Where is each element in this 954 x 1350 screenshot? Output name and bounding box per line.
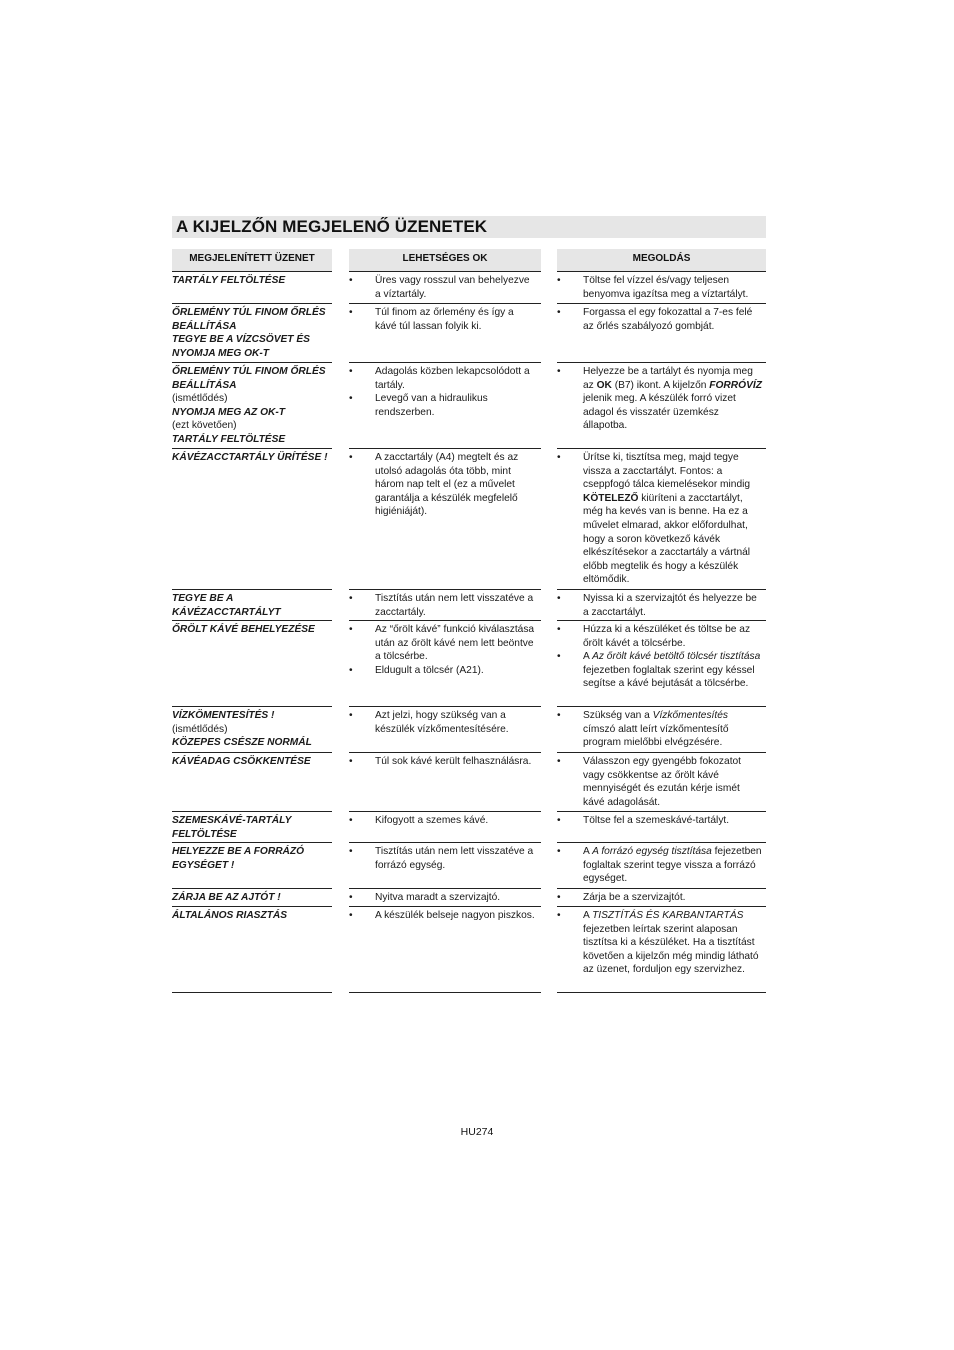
display-message: NYOMJA MEG AZ OK-T (172, 406, 286, 418)
message-cell (172, 305, 332, 360)
cause-text: Kifogyott a szemes kávé. (375, 815, 489, 826)
cause-item (349, 891, 537, 905)
solution-item (557, 365, 762, 433)
row-divider (172, 888, 332, 889)
row-divider (349, 303, 541, 304)
row-divider (349, 362, 541, 363)
bullet-icon: • (557, 366, 561, 377)
message-cell (172, 591, 332, 619)
solution-cell (557, 754, 762, 809)
row-divider (172, 992, 332, 993)
text-run: OK (596, 379, 612, 391)
cause-cell (349, 844, 537, 872)
solution-item (557, 650, 762, 691)
cause-cell (349, 364, 537, 419)
display-message: VÍZKÖMENTESÍTÉS ! (172, 710, 275, 721)
solution-item (557, 451, 762, 587)
bullet-icon: • (557, 756, 561, 767)
text-run: (B7) ikont. A kijelzőn (611, 379, 710, 391)
display-message: ÁLTALÁNOS RIASZTÁS (172, 910, 288, 921)
bullet-icon: • (349, 366, 353, 377)
text-run: KÖTELEZŐ (583, 492, 639, 504)
solution-cell (557, 708, 762, 750)
row-divider (557, 303, 766, 304)
solution-cell (557, 844, 762, 886)
message-cell (172, 844, 332, 872)
display-message: ŐRÖLT KÁVÉ BEHELYEZÉSE (172, 624, 315, 635)
message-cell (172, 622, 332, 637)
text-run: fejezetben leírtak szerint alaposan tisztítsa ki a készüléket. Ha a tisztítást követően a kijelzőn még mindig látható az üzenet, forduljon egy szervizhez. (583, 923, 759, 976)
solution-item (557, 592, 762, 619)
text-run: jelenik meg. A készülék forró vizet adagol és visszatér üzemkész állapotba. (583, 393, 736, 432)
section-title: A KIJELZŐN MEGJELENŐ ÜZENETEK (176, 217, 488, 236)
row-divider (172, 842, 332, 843)
message-note: (ismétlődés) (172, 723, 228, 735)
display-message: TEGYE BE A KÁVÉZACCTARTÁLYT (172, 593, 281, 618)
cause-item (349, 814, 537, 828)
text-run: Töltse fel a szemeskávé-tartályt. (583, 815, 730, 826)
bullet-icon: • (557, 892, 561, 903)
display-message: TARTÁLY FELTÖLTÉSE (172, 275, 286, 286)
text-run: Szükség van a (583, 710, 653, 721)
text-run: kiüríteni a zacctartályt, még ha kevés van is benne. Ha ez a művelet elmarad, akkor előfordulhat, hogy a soron következő kávék elkészítésekor a zacctartály a vártnál előbb megtelik és hogy a készülék eltömődik. (583, 492, 751, 586)
text-run: A forrázó egység tisztítása (592, 846, 712, 857)
bullet-icon: • (349, 846, 353, 857)
row-divider (349, 811, 541, 812)
bullet-icon: • (557, 452, 561, 463)
message-cell (172, 364, 332, 447)
row-divider (172, 620, 332, 621)
display-message: SZEMESKÁVÉ-TARTÁLY FELTÖLTÉSE (172, 815, 292, 840)
section-title-bar (172, 216, 766, 238)
message-cell (172, 890, 332, 905)
cause-text: Tisztítás után nem lett visszatéve a forrázó egység. (375, 846, 534, 871)
cause-cell (349, 591, 537, 619)
cause-text: Az “őrölt kávé” funkció kiválasztása után az őrölt kávé nem lett beöntve a tölcsérbe. (375, 624, 535, 663)
row-divider (172, 362, 332, 363)
row-divider (557, 906, 766, 907)
bullet-icon: • (557, 710, 561, 721)
row-divider (557, 706, 766, 707)
row-divider (172, 271, 332, 272)
bullet-icon: • (349, 910, 353, 921)
message-cell (172, 450, 332, 465)
row-divider (557, 842, 766, 843)
row-divider (557, 271, 766, 272)
cause-item (349, 845, 537, 872)
cause-item (349, 392, 537, 419)
solution-item (557, 891, 762, 905)
cause-text: Eldugult a tölcsér (A21). (375, 664, 484, 676)
solution-item (557, 274, 762, 301)
cause-text: Adagolás közben lekapcsolódott a tartály. (375, 366, 530, 391)
cause-item (349, 664, 537, 678)
solution-cell (557, 622, 762, 691)
text-run: Töltse fel vízzel és/vagy teljesen benyomva igazítsa meg a víztartályt. (583, 275, 749, 300)
message-cell (172, 708, 332, 750)
message-cell (172, 908, 332, 923)
row-divider (557, 811, 766, 812)
display-message: KÁVÉADAG CSÖKKENTÉSE (172, 756, 311, 767)
row-divider (349, 706, 541, 707)
bullet-icon: • (349, 756, 353, 767)
solution-item (557, 306, 762, 333)
text-run: Forgassa el egy fokozattal a 7-es felé az őrlés szabályozó gombját. (583, 307, 753, 332)
row-divider (557, 448, 766, 449)
cause-item (349, 623, 537, 664)
text-run: Vízkőmentesítés (652, 710, 728, 721)
bullet-icon: • (557, 275, 561, 286)
display-message: TARTÁLY FELTÖLTÉSE (172, 433, 286, 445)
cause-text: Tisztítás után nem lett visszatéve a zacctartály. (375, 593, 534, 618)
solution-cell (557, 591, 762, 619)
solution-item (557, 755, 762, 809)
message-note: (ismétlődés) (172, 393, 228, 405)
bullet-icon: • (349, 307, 353, 318)
bullet-icon: • (349, 892, 353, 903)
cause-text: Levegő van a hidraulikus rendszerben. (375, 393, 488, 418)
header-solution (557, 249, 766, 271)
solution-cell (557, 364, 762, 433)
row-divider (349, 842, 541, 843)
cause-cell (349, 813, 537, 828)
solution-cell (557, 273, 762, 301)
text-run: Válasszon egy gyengébb fokozatot vagy csökkentse az őrölt kávé mennyiségét és ezután kérje ismét kávé adagolását. (583, 756, 742, 808)
row-divider (557, 620, 766, 621)
cause-item (349, 451, 537, 519)
row-divider (349, 752, 541, 753)
text-run: A (583, 846, 593, 857)
bullet-icon: • (557, 624, 561, 635)
cause-text: A készülék belseje nagyon piszkos. (375, 910, 535, 921)
header-cause (349, 249, 541, 271)
text-run: Nyissa ki a szervizajtót és helyezze be a zacctartályt. (583, 593, 757, 618)
row-divider (172, 303, 332, 304)
header-message (172, 249, 332, 271)
message-cell (172, 273, 332, 288)
message-note: (ezt követően) (172, 420, 237, 432)
display-message: ŐRLEMÉNY TÚL FINOM ŐRLÉS BEÁLLÍTÁSA (172, 307, 326, 332)
text-run: Zárja be a szervizajtót. (583, 892, 686, 903)
text-run: Húzza ki a készüléket és töltse be az őrölt kávét a tölcsérbe. (583, 624, 751, 649)
row-divider (349, 448, 541, 449)
cause-text: Nyitva maradt a szervizajtó. (375, 892, 501, 903)
solution-cell (557, 450, 762, 587)
bullet-icon: • (557, 910, 561, 921)
bullet-icon: • (557, 651, 561, 663)
cause-cell (349, 890, 537, 905)
header-solution-label: MEGOLDÁS (632, 253, 691, 264)
solution-cell (557, 908, 762, 977)
page-number: HU274 (460, 1126, 494, 1138)
row-divider (557, 992, 766, 993)
cause-cell (349, 622, 537, 677)
cause-text: Azt jelzi, hogy szükség van a készülék vízkőmentesítésére. (375, 710, 509, 735)
text-run: TISZTÍTÁS ÉS KARBANTARTÁS (592, 910, 744, 921)
bullet-icon: • (349, 624, 353, 635)
cause-text: A zacctartály (A4) megtelt és az utolsó adagolás óta több, mint három nap telt el (ez a művelet garantálja a készülék megfelelő higiéniáját). (375, 452, 519, 518)
row-divider (557, 362, 766, 363)
text-run: Helyezze be a tartályt és nyomja meg az (583, 366, 753, 391)
text-run: Ürítse ki, tisztítsa meg, majd tegye vissza a zacctartályt. Fontos: a cseppfogó tálca kiemelésekor mindig (583, 452, 751, 491)
row-divider (172, 752, 332, 753)
row-divider (172, 589, 332, 590)
bullet-icon: • (557, 815, 561, 826)
row-divider (349, 271, 541, 272)
text-run: Az őrölt kávé betöltő tölcsér tisztítása (592, 651, 761, 663)
cause-item (349, 909, 537, 923)
header-message-label: MEGJELENÍTETT ÜZENET (189, 253, 315, 264)
row-divider (349, 888, 541, 889)
display-message: TEGYE BE A VÍZCSÖVET ÉS NYOMJA MEG OK-T (172, 334, 310, 359)
cause-cell (349, 708, 537, 736)
solution-cell (557, 813, 762, 828)
display-message: KÁVÉZACCTARTÁLY ÜRÍTÉSE ! (172, 452, 328, 463)
bullet-icon: • (557, 593, 561, 604)
cause-text: Túl sok kávé került felhasználásra. (375, 756, 532, 767)
solution-item (557, 845, 762, 886)
cause-item (349, 592, 537, 619)
message-cell (172, 754, 332, 769)
row-divider (349, 906, 541, 907)
display-message: HELYEZZE BE A FORRÁZÓ EGYSÉGET ! (172, 846, 305, 871)
text-run: A (583, 910, 593, 921)
row-divider (349, 620, 541, 621)
cause-cell (349, 450, 537, 519)
bullet-icon: • (349, 593, 353, 604)
cause-item (349, 709, 537, 736)
bullet-icon: • (557, 307, 561, 318)
bullet-icon: • (349, 275, 353, 286)
row-divider (172, 906, 332, 907)
solution-item (557, 909, 762, 977)
cause-cell (349, 754, 537, 769)
text-run: címszó alatt leírt vízkőmentesítő program mielőbbi elvégzésére. (583, 723, 729, 749)
row-divider (349, 589, 541, 590)
row-divider (172, 448, 332, 449)
solution-item (557, 814, 762, 828)
bullet-icon: • (349, 393, 353, 405)
row-divider (349, 992, 541, 993)
row-divider (172, 706, 332, 707)
display-message: KÖZEPES CSÉSZE NORMÁL (172, 737, 312, 749)
cause-text: Túl finom az őrlemény és így a kávé túl lassan folyik ki. (375, 307, 514, 332)
display-message: ŐRLEMÉNY TÚL FINOM ŐRLÉS BEÁLLÍTÁSA (172, 366, 326, 391)
text-run: A (583, 651, 593, 663)
message-cell (172, 813, 332, 841)
bullet-icon: • (349, 452, 353, 463)
cause-cell (349, 305, 537, 333)
text-run: fejezetben foglaltak szerint tegye vissza a forrázó egységet. (583, 846, 762, 885)
bullet-icon: • (557, 846, 561, 857)
bullet-icon: • (349, 815, 353, 826)
cause-item (349, 274, 537, 301)
cause-cell (349, 908, 537, 923)
text-run: fejezetben foglaltak szerint egy késsel segítse a kávé bejutását a tölcsérbe. (583, 664, 755, 690)
text-run: FORRÓVÍZ (709, 379, 762, 391)
row-divider (557, 589, 766, 590)
header-cause-label: LEHETSÉGES OK (402, 253, 488, 264)
row-divider (557, 888, 766, 889)
cause-item (349, 306, 537, 333)
cause-item (349, 365, 537, 392)
row-divider (172, 811, 332, 812)
solution-cell (557, 305, 762, 333)
cause-cell (349, 273, 537, 301)
solution-cell (557, 890, 762, 905)
cause-item (349, 755, 537, 769)
display-message: ZÁRJA BE AZ AJTÓT ! (172, 892, 281, 903)
bullet-icon: • (349, 710, 353, 721)
solution-item (557, 623, 762, 650)
bullet-icon: • (349, 664, 353, 676)
solution-item (557, 709, 762, 750)
row-divider (557, 752, 766, 753)
cause-text: Üres vagy rosszul van behelyezve a víztartály. (375, 275, 530, 300)
